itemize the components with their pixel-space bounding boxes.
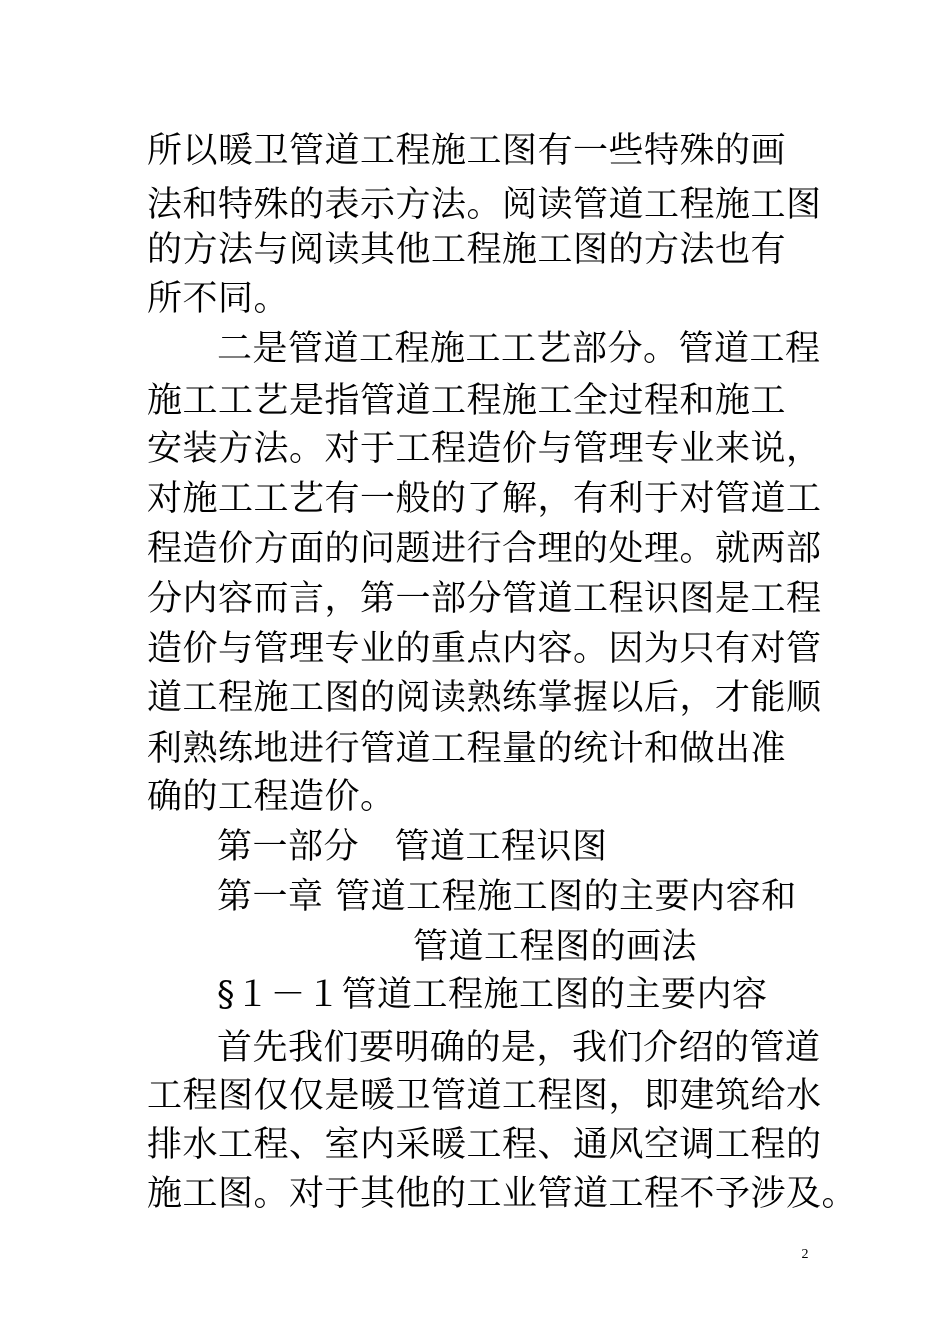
- text-line: 利熟练地进行管道工程量的统计和做出准: [147, 729, 787, 769]
- text-line: 施工图。对于其他的工业管道工程不予涉及。: [147, 1174, 858, 1214]
- text-line: 排水工程、室内采暖工程、通风空调工程的: [147, 1125, 822, 1165]
- text-line: 法和特殊的表示方法。阅读管道工程施工图: [147, 185, 822, 225]
- text-line: 所不同。: [147, 279, 290, 319]
- page-number: 2: [801, 1247, 809, 1262]
- text-line: 工程图仅仅是暖卫管道工程图，即建筑给水: [147, 1076, 822, 1116]
- text-line: 确的工程造价。: [147, 777, 396, 817]
- text-line: 的方法与阅读其他工程施工图的方法也有: [147, 230, 787, 270]
- text-line: 分内容而言，第一部分管道工程识图是工程: [147, 579, 822, 619]
- paragraph-start-line: 二是管道工程施工工艺部分。管道工程: [217, 329, 821, 369]
- text-line: 安装方法。对于工程造价与管理专业来说，: [147, 429, 822, 469]
- chapter-heading-line-2: 管道工程图的画法: [413, 927, 698, 967]
- part-heading: 第一部分 管道工程识图: [217, 827, 608, 867]
- text-line: 程造价方面的问题进行合理的处理。就两部: [147, 529, 822, 569]
- text-line: 道工程施工图的阅读熟练掌握以后，才能顺: [147, 678, 822, 718]
- text-line: 造价与管理专业的重点内容。因为只有对管: [147, 629, 822, 669]
- text-line: 施工工艺是指管道工程施工全过程和施工: [147, 381, 787, 421]
- text-line: 所以暖卫管道工程施工图有一些特殊的画: [147, 131, 787, 171]
- text-line: 对施工工艺有一般的了解，有利于对管道工: [147, 479, 822, 519]
- section-heading: §１－１管道工程施工图的主要内容: [217, 975, 768, 1015]
- chapter-heading-line-1: 第一章 管道工程施工图的主要内容和: [217, 877, 797, 917]
- paragraph-start-line: 首先我们要明确的是，我们介绍的管道: [217, 1028, 821, 1068]
